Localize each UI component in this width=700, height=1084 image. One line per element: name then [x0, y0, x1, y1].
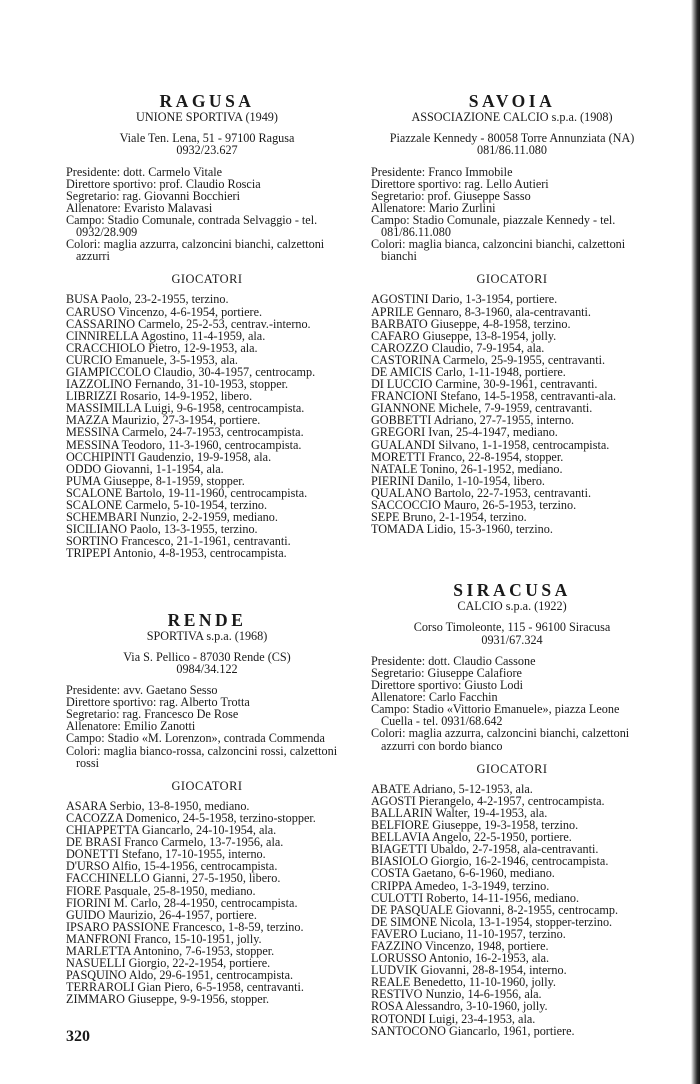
phone-line: 081/86.11.080 — [477, 143, 547, 158]
player-entry: PIERINI Danilo, 1-10-1954, libero. — [371, 473, 545, 488]
player-entry: DE PASQUALE Giovanni, 8-2-1955, centrocamp. — [371, 902, 618, 917]
address-line: Piazzale Kennedy - 80058 Torre Annunziata (NA) — [389, 131, 635, 145]
player-entry: SACCOCCIO Mauro, 26-5-1953, terzino. — [371, 498, 577, 513]
player-entry: FRANCIONI Stefano, 14-5-1958, centravanti-ala. — [371, 389, 617, 404]
player-entry: FACCHINELLO Gianni, 27-5-1950, libero. — [66, 871, 281, 886]
players-list — [371, 783, 653, 1037]
player-entry: CASTORINA Carmelo, 25-9-1955, centravanti. — [371, 352, 606, 367]
player-entry: LUDVIK Giovanni, 28-8-1954, interno. — [371, 963, 567, 978]
player-entry: MANFRONI Franco, 15-10-1951, jolly. — [66, 931, 262, 946]
player-entry: IAZZOLINO Fernando, 31-10-1953, stopper. — [66, 377, 289, 392]
info-line: Campo: Stadio «Vittorio Emanuele», piazza Leone Cuella - tel. 0931/68.642 — [371, 702, 620, 729]
player-entry: GIANNONE Michele, 7-9-1959, centravanti. — [371, 401, 593, 416]
phone-line: 0932/23.627 — [176, 143, 238, 158]
phone-line: 0931/67.324 — [481, 632, 543, 647]
club-address — [371, 621, 653, 646]
player-entry: SICILIANO Paolo, 13-3-1955, terzino. — [66, 522, 258, 537]
info-line: Colori: maglia azzurra, calzoncini bianchi, calzettoni azzurri — [66, 237, 325, 264]
player-entry: GIAMPICCOLO Claudio, 30-4-1957, centrocamp. — [66, 365, 316, 379]
info-line: Direttore sportivo: rag. Lello Autieri — [371, 176, 549, 191]
players-list — [66, 293, 348, 559]
player-entry: GREGORI Ivan, 25-4-1947, mediano. — [371, 425, 558, 440]
player-entry: CULOTTI Roberto, 14-11-1956, mediano. — [371, 890, 580, 905]
player-entry: OCCHIPINTI Gaudenzio, 19-9-1958, ala. — [66, 449, 272, 464]
players-list — [66, 800, 348, 1006]
player-entry: MASSIMILLA Luigi, 9-6-1958, centrocampista. — [66, 401, 305, 416]
player-entry: DONETTI Stefano, 17-10-1955, interno. — [66, 847, 266, 862]
info-line: Segretario: rag. Francesco De Rose — [66, 707, 239, 722]
player-entry: FAVERO Luciano, 11-10-1957, terzino. — [371, 926, 566, 941]
info-line: Presidente: dott. Carmelo Vitale — [66, 164, 223, 179]
player-entry: ROTONDI Luigi, 23-4-1953, ala. — [371, 1011, 536, 1026]
section-spacer — [66, 560, 348, 611]
players-list — [371, 293, 653, 535]
player-entry: CRACCHIOLO Pietro, 12-9-1953, ala. — [66, 340, 258, 355]
players-heading: GIOCATORI — [171, 778, 243, 793]
player-entry: MESSINA Carmelo, 24-7-1953, centrocampista. — [66, 425, 304, 440]
player-entry: FAZZINO Vincenzo, 1948, portiere. — [371, 938, 549, 953]
info-line: Segretario: Giuseppe Calafiore — [371, 666, 522, 680]
club-savoia — [371, 92, 653, 535]
info-line: Allenatore: Evaristo Malavasi — [66, 200, 213, 215]
player-entry: BARBATO Giuseppe, 4-8-1958, terzino. — [371, 316, 571, 331]
player-entry: APRILE Gennaro, 8-3-1960, ala-centravanti. — [371, 304, 591, 319]
player-entry: CHIAPPETTA Giancarlo, 24-10-1954, ala. — [66, 823, 277, 838]
address-line: Via S. Pellico - 87030 Rende (CS) — [123, 649, 291, 664]
player-entry: RESTIVO Nunzio, 14-6-1956, ala. — [371, 987, 542, 1002]
player-entry: QUALANO Bartolo, 22-7-1953, centravanti. — [371, 485, 591, 500]
club-info — [66, 166, 348, 263]
club-name: RAGUSA — [159, 91, 255, 111]
players-heading: GIOCATORI — [171, 272, 243, 287]
player-entry: SORTINO Francesco, 21-1-1961, centravanti. — [66, 534, 291, 549]
player-entry: SCALONE Carmelo, 5-10-1954, terzino. — [66, 498, 268, 513]
player-entry: CARUSO Vincenzo, 4-6-1954, portiere. — [66, 304, 263, 319]
player-entry: MAZZA Maurizio, 27-3-1954, portiere. — [66, 413, 261, 428]
player-entry: NASUELLI Giorgio, 22-2-1954, portiere. — [66, 956, 271, 971]
club-address — [66, 132, 348, 157]
player-entry: BIAGETTI Ubaldo, 2-7-1958, ala-centravanti. — [371, 842, 599, 857]
player-entry: DI LUCCIO Carmine, 30-9-1961, centravanti. — [371, 377, 598, 392]
club-info — [66, 684, 348, 769]
player-entry: FIORINI M. Carlo, 28-4-1950, centrocampista. — [66, 895, 298, 910]
player-entry: GUIDO Maurizio, 26-4-1957, portiere. — [66, 907, 257, 922]
player-entry: BALLARIN Walter, 19-4-1953, ala. — [371, 805, 548, 820]
player-entry: MORETTI Franco, 22-8-1954, stopper. — [371, 449, 564, 464]
player-entry: SANTOCONO Giancarlo, 1961, portiere. — [371, 1023, 575, 1038]
player-entry: TRIPEPI Antonio, 4-8-1953, centrocampista. — [66, 546, 287, 561]
player-entry: CINNIRELLA Agostino, 11-4-1959, ala. — [66, 328, 266, 343]
info-line: Colori: maglia azzurra, calzoncini bianchi, calzettoni azzurri con bordo bianco — [371, 726, 630, 753]
player-entry: TOMADA Lidio, 15-3-1960, terzino. — [371, 522, 553, 537]
club-address — [66, 651, 348, 676]
player-entry: AGOSTINI Dario, 1-3-1954, portiere. — [371, 292, 558, 307]
player-entry: BELFIORE Giuseppe, 19-3-1958, terzino. — [371, 818, 579, 833]
player-entry: CURCIO Emanuele, 3-5-1953, ala. — [66, 352, 238, 367]
player-entry: SEPE Bruno, 2-1-1954, terzino. — [371, 510, 527, 525]
club-name: SAVOIA — [468, 91, 556, 111]
player-entry: AGOSTI Pierangelo, 4-2-1957, centrocampista. — [371, 793, 605, 808]
club-ragusa — [66, 92, 348, 560]
player-entry: ABATE Adriano, 5-12-1953, ala. — [371, 781, 533, 796]
player-entry: GUALANDI Silvano, 1-1-1958, centrocampista. — [371, 437, 610, 452]
info-line: Allenatore: Carlo Facchin — [371, 690, 498, 705]
right-column — [371, 92, 653, 1037]
section-spacer — [371, 535, 653, 581]
phone-line: 0984/34.122 — [176, 661, 238, 676]
info-line: Colori: maglia bianca, calzoncini bianchi, calzettoni bianchi — [371, 237, 626, 264]
player-entry: CACOZZA Domenico, 24-5-1958, terzino-stopper. — [66, 810, 316, 825]
player-entry: GOBBETTI Adriano, 27-7-1955, interno. — [371, 413, 575, 428]
info-line: Allenatore: Mario Zurlini — [371, 200, 496, 215]
club-subtitle: CALCIO s.p.a. (1922) — [457, 599, 567, 614]
player-entry: CAFARO Giuseppe, 13-8-1954, jolly. — [371, 328, 557, 343]
club-subtitle: UNIONE SPORTIVA (1949) — [136, 110, 278, 124]
player-entry: BUSA Paolo, 23-2-1955, terzino. — [66, 292, 229, 307]
player-entry: TERRAROLI Gian Piero, 6-5-1958, centravanti. — [66, 980, 304, 995]
player-entry: REALE Benedetto, 11-10-1960, jolly. — [371, 975, 556, 990]
player-entry: COSTA Gaetano, 6-6-1960, mediano. — [371, 866, 555, 881]
player-entry: CASSARINO Carmelo, 25-2-53, centrav.-interno. — [66, 316, 311, 331]
info-line: Direttore sportivo: rag. Alberto Trotta — [66, 695, 250, 710]
player-entry: PUMA Giuseppe, 8-1-1959, stopper. — [66, 473, 245, 488]
left-column — [66, 92, 348, 1005]
info-line: Direttore sportivo: prof. Claudio Roscia — [66, 176, 261, 191]
info-line: Segretario: prof. Giuseppe Sasso — [371, 188, 531, 203]
player-entry: CRIPPA Amedeo, 1-3-1949, terzino. — [371, 878, 550, 893]
player-entry: BIASIOLO Giorgio, 16-2-1946, centrocampista. — [371, 854, 609, 869]
player-entry: SCALONE Bartolo, 19-11-1960, centrocampista. — [66, 485, 308, 500]
club-subtitle: ASSOCIAZIONE CALCIO s.p.a. (1908) — [411, 110, 613, 124]
info-line: Direttore sportivo: Giusto Lodi — [371, 678, 523, 693]
player-entry: IPSARO PASSIONE Francesco, 1-8-59, terzino. — [66, 919, 304, 934]
info-line: Campo: Stadio «M. Lorenzon», contrada Commenda — [66, 731, 325, 746]
player-entry: LIBRIZZI Rosario, 14-9-1952, libero. — [66, 389, 253, 404]
player-entry: NATALE Tonino, 26-1-1952, mediano. — [371, 461, 563, 476]
info-line: Presidente: dott. Claudio Cassone — [371, 653, 536, 668]
address-line: Viale Ten. Lena, 51 - 97100 Ragusa — [119, 131, 295, 145]
info-line: Allenatore: Emilio Zanotti — [66, 719, 196, 734]
player-entry: ZIMMARO Giuseppe, 9-9-1956, stopper. — [66, 992, 270, 1007]
player-entry: ASARA Serbio, 13-8-1950, mediano. — [66, 798, 250, 813]
players-heading: GIOCATORI — [476, 272, 548, 287]
club-info — [371, 166, 653, 263]
info-line: Campo: Stadio Comunale, piazzale Kennedy - tel. 081/86.11.080 — [371, 212, 616, 240]
player-entry: LORUSSO Antonio, 16-2-1953, ala. — [371, 951, 550, 966]
info-line: Presidente: Franco Immobile — [371, 164, 513, 179]
address-line: Corso Timoleonte, 115 - 96100 Siracusa — [413, 620, 611, 635]
info-line: Colori: maglia bianco-rossa, calzoncini rossi, calzettoni rossi — [66, 743, 338, 770]
club-name: RENDE — [167, 609, 247, 630]
club-rende — [66, 611, 348, 1006]
player-entry: ROSA Alessandro, 3-10-1960, jolly. — [371, 999, 548, 1014]
info-line: Campo: Stadio Comunale, contrada Selvaggio - tel. 0932/28.909 — [66, 212, 318, 240]
club-info — [371, 655, 653, 752]
player-entry: SCHEMBARI Nunzio, 2-2-1959, mediano. — [66, 510, 278, 525]
club-name: SIRACUSA — [453, 580, 571, 601]
player-entry: DE SIMONE Nicola, 13-1-1954, stopper-terzino. — [371, 914, 613, 929]
club-siracusa — [371, 581, 653, 1036]
player-entry: PASQUINO Aldo, 29-6-1951, centrocampista. — [66, 968, 294, 983]
club-subtitle: SPORTIVA s.p.a. (1968) — [146, 628, 268, 643]
player-entry: ODDO Giovanni, 1-1-1954, ala. — [66, 461, 224, 476]
player-entry: DE AMICIS Carlo, 1-11-1948, portiere. — [371, 365, 566, 379]
player-entry: FIORE Pasquale, 25-8-1950, mediano. — [66, 883, 256, 898]
club-address — [371, 132, 653, 157]
player-entry: CAROZZO Claudio, 7-9-1954, ala. — [371, 340, 545, 355]
player-entry: MARLETTA Antonino, 7-6-1953, stopper. — [66, 943, 275, 958]
player-entry: D'URSO Alfio, 15-4-1956, centrocampista. — [66, 859, 278, 874]
player-entry: DE BRASI Franco Carmelo, 13-7-1956, ala. — [66, 835, 284, 850]
page-edge-shadow — [691, 0, 700, 1084]
players-heading: GIOCATORI — [476, 761, 548, 776]
page-number: 320 — [66, 1028, 90, 1045]
info-line: Segretario: rag. Giovanni Bocchieri — [66, 188, 240, 203]
player-entry: MESSINA Teodoro, 11-3-1960, centrocampista. — [66, 437, 302, 452]
player-entry: BELLAVIA Angelo, 22-5-1950, portiere. — [371, 830, 572, 845]
info-line: Presidente: avv. Gaetano Sesso — [66, 683, 218, 698]
